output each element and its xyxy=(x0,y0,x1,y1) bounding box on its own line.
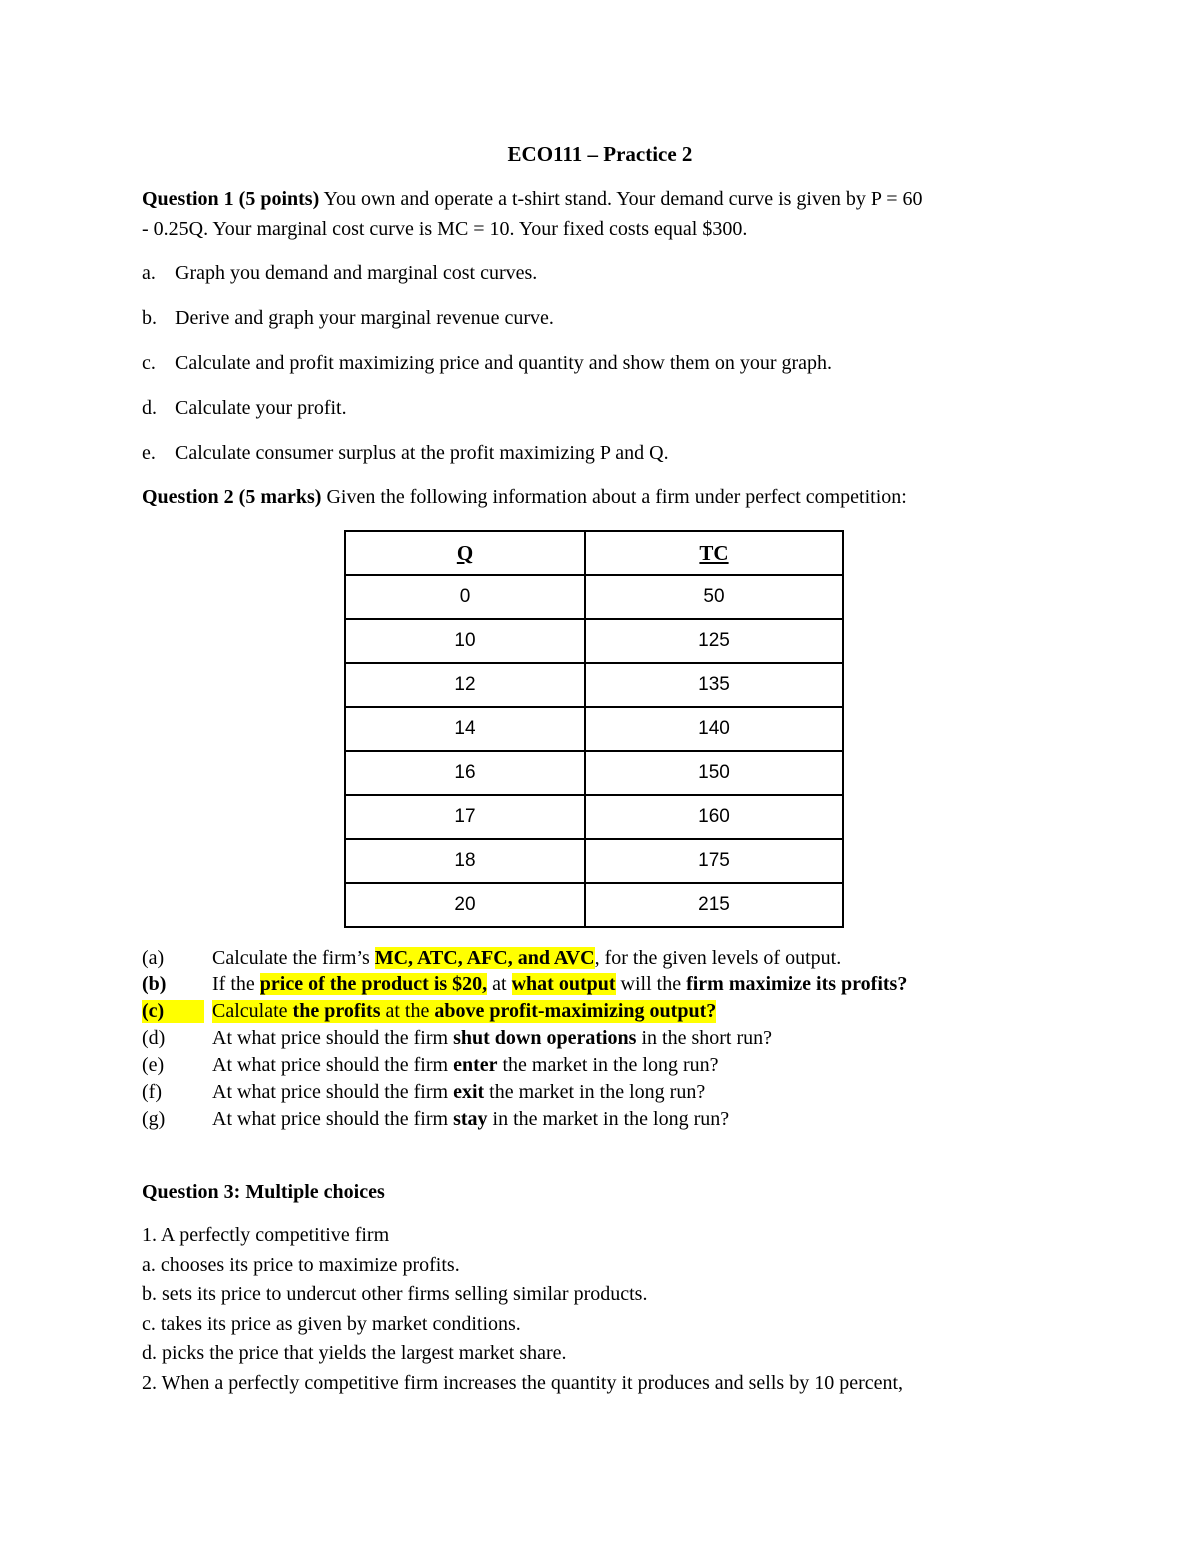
table-row xyxy=(345,619,843,663)
q2-part-e xyxy=(142,1054,1142,1080)
part-text xyxy=(212,1027,772,1050)
table-row xyxy=(345,795,843,839)
table-row xyxy=(345,883,843,927)
q1-intro-text-1: You own and operate a t-shirt stand. Your demand curve is given by P = 60 xyxy=(319,188,923,210)
table-row xyxy=(345,839,843,883)
part-text-segment: the market in the long run? xyxy=(497,1054,719,1076)
cell-tc: 150 xyxy=(585,751,843,795)
q2-intro-line xyxy=(142,486,907,509)
part-text-segment: Calculate the firm’s xyxy=(212,947,375,969)
q1-item-text: Calculate your profit. xyxy=(175,397,347,419)
bold-text: the profits xyxy=(292,1000,381,1022)
highlighted-text: price of the product is $20, xyxy=(259,973,488,995)
part-text-segment: At what price should the firm xyxy=(212,1081,454,1103)
q3-line: a. chooses its price to maximize profits. xyxy=(142,1254,460,1276)
part-tag: (f) xyxy=(142,1081,162,1103)
q1-item-label: e. xyxy=(142,442,156,464)
part-text-segment: At what price should the firm xyxy=(212,1054,454,1076)
q3-line: c. takes its price as given by market conditions. xyxy=(142,1313,521,1335)
q2-part-b xyxy=(142,973,1142,999)
bold-text: shut down operations xyxy=(453,1027,637,1049)
q1-item-text: Derive and graph your marginal revenue curve. xyxy=(175,307,554,329)
part-tag: (g) xyxy=(142,1108,166,1130)
part-text-segment: If the xyxy=(212,973,260,995)
cell-tc: 215 xyxy=(585,883,843,927)
q1-heading: Question 1 (5 points) xyxy=(142,188,320,210)
part-text xyxy=(212,973,907,996)
q1-item-label: d. xyxy=(142,397,157,419)
q3-line: b. sets its price to undercut other firms selling similar products. xyxy=(142,1283,648,1305)
column-header-q: Q xyxy=(345,531,585,575)
q1-item-text: Calculate and profit maximizing price and quantity and show them on your graph. xyxy=(175,352,833,374)
q1-intro-line-2: - 0.25Q. Your marginal cost curve is MC = 10. Your fixed costs equal $300. xyxy=(142,218,748,240)
q2-part-f xyxy=(142,1081,1142,1107)
q3-heading-text: Question 3: Multiple choices xyxy=(142,1181,385,1203)
table-row xyxy=(345,751,843,795)
part-text-segment: , for the given levels of output. xyxy=(594,947,842,969)
part-text-segment: in the short run? xyxy=(636,1027,772,1049)
part-text-segment: in the market in the long run? xyxy=(487,1108,730,1130)
q1-item-text: Graph you demand and marginal cost curves. xyxy=(175,262,538,284)
q2-part-d xyxy=(142,1027,1142,1053)
q3-line: 2. When a perfectly competitive firm increases the quantity it produces and sells by 10 percent, xyxy=(142,1372,904,1394)
cell-tc: 160 xyxy=(585,795,843,839)
q1-item-text: Calculate consumer surplus at the profit maximizing P and Q. xyxy=(175,442,669,464)
part-tag: (d) xyxy=(142,1027,166,1049)
cell-q: 16 xyxy=(345,751,585,795)
part-text-segment: At what price should the firm xyxy=(212,1108,454,1130)
cell-q: 0 xyxy=(345,575,585,619)
part-tag: (c) xyxy=(142,1000,204,1023)
part-text xyxy=(212,1000,716,1023)
q1-item-label: a. xyxy=(142,262,156,284)
cell-tc: 125 xyxy=(585,619,843,663)
highlighted-text: what output xyxy=(511,973,616,995)
q1-item-b xyxy=(142,307,554,330)
cell-q: 17 xyxy=(345,795,585,839)
page-title: ECO111 – Practice 2 xyxy=(507,142,693,166)
q2-part-a xyxy=(142,947,1142,973)
part-text xyxy=(212,1108,729,1131)
part-tag: (a) xyxy=(142,947,165,969)
bold-text: enter xyxy=(453,1054,498,1076)
cell-tc: 140 xyxy=(585,707,843,751)
cost-table xyxy=(344,530,844,928)
bold-text: exit xyxy=(453,1081,485,1103)
part-tag: (e) xyxy=(142,1054,165,1076)
part-text xyxy=(212,1054,719,1077)
q2-intro-text: Given the following information about a firm under perfect competition: xyxy=(321,486,907,508)
q3-line: d. picks the price that yields the largest market share. xyxy=(142,1342,567,1364)
table-row xyxy=(345,707,843,751)
q2-part-c xyxy=(142,1000,1142,1026)
table-row xyxy=(345,663,843,707)
cell-tc: 175 xyxy=(585,839,843,883)
q1-item-a xyxy=(142,262,537,285)
q1-item-e xyxy=(142,442,669,465)
cell-q: 18 xyxy=(345,839,585,883)
bold-text: stay xyxy=(453,1108,488,1130)
q2-part-g xyxy=(142,1108,1142,1134)
cell-q: 12 xyxy=(345,663,585,707)
part-text-segment: will the xyxy=(615,973,687,995)
part-text-segment: at xyxy=(487,973,512,995)
bold-text: above profit-maximizing output? xyxy=(434,1000,717,1022)
q1-item-label: c. xyxy=(142,352,156,374)
part-text-segment: At what price should the firm xyxy=(212,1027,454,1049)
cell-tc: 50 xyxy=(585,575,843,619)
q1-item-label: b. xyxy=(142,307,157,329)
part-text-segment: at the xyxy=(380,1000,435,1022)
q3-line: 1. A perfectly competitive firm xyxy=(142,1224,390,1246)
q1-intro-line-1 xyxy=(142,188,923,211)
table-header-row xyxy=(345,531,843,575)
cell-q: 14 xyxy=(345,707,585,751)
q1-item-c xyxy=(142,352,832,375)
part-text xyxy=(212,947,841,970)
table-row xyxy=(345,575,843,619)
q2-heading: Question 2 (5 marks) xyxy=(142,486,322,508)
highlighted-text: MC, ATC, AFC, and AVC xyxy=(374,947,595,969)
part-text xyxy=(212,1081,705,1104)
q1-item-d xyxy=(142,397,347,420)
cell-q: 20 xyxy=(345,883,585,927)
part-text-segment: the market in the long run? xyxy=(484,1081,706,1103)
bold-text: firm maximize its profits? xyxy=(686,973,908,995)
part-text-segment: Calculate xyxy=(212,1000,293,1022)
cell-tc: 135 xyxy=(585,663,843,707)
part-tag: (b) xyxy=(142,973,167,995)
column-header-tc: TC xyxy=(585,531,843,575)
q3-heading xyxy=(142,1181,385,1204)
cell-q: 10 xyxy=(345,619,585,663)
